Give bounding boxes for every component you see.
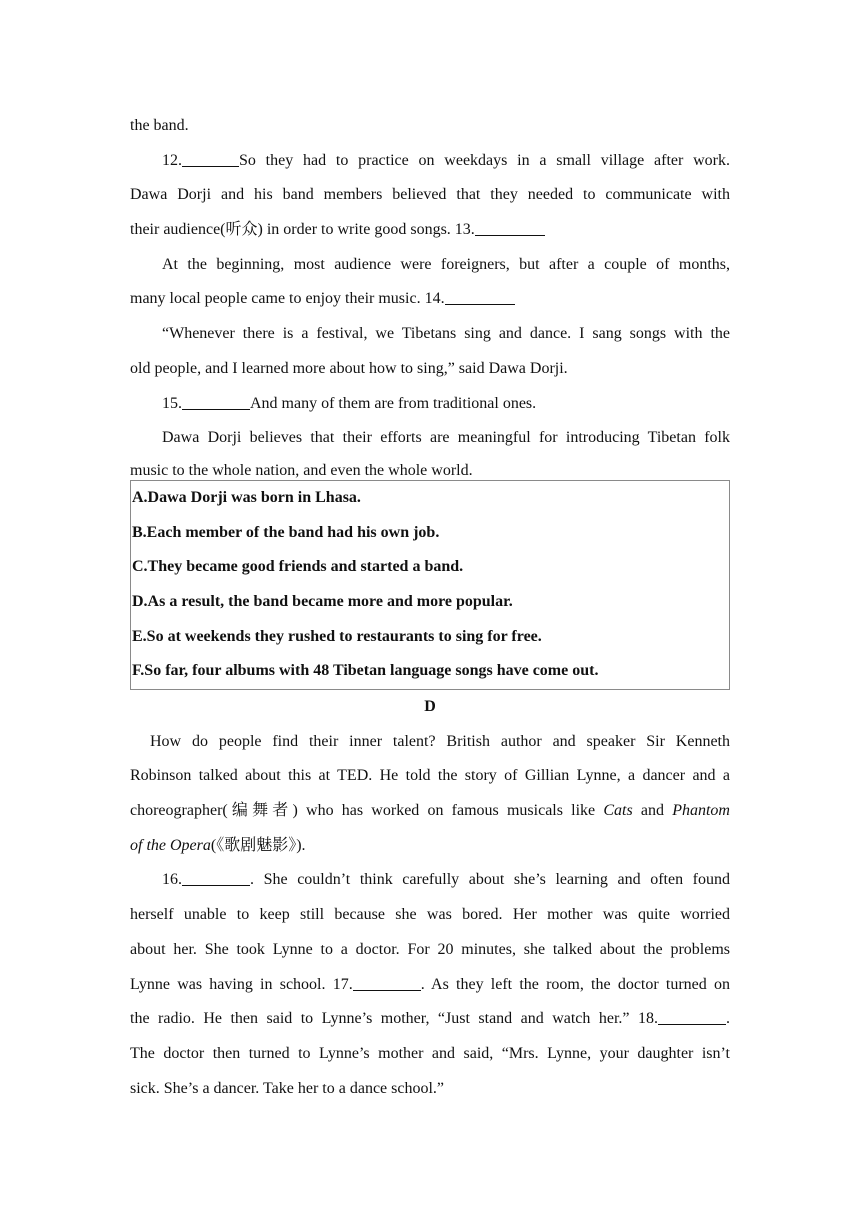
question-number: 12. xyxy=(162,151,182,169)
text: their audience(听众) in order to write good songs. 13. xyxy=(130,221,475,239)
text: . As they left the room, the doctor turned on xyxy=(420,975,730,993)
paragraph-line xyxy=(130,282,730,317)
paragraph-line xyxy=(130,178,730,213)
text: How do people find their inner talent? British author and speaker Sir Kenneth xyxy=(150,732,730,750)
text: “Whenever there is a festival, we Tibetans sing and dance. I sang songs with the xyxy=(162,325,730,343)
paragraph-line xyxy=(130,213,730,248)
text: So they had to practice on weekdays in a small village after work. xyxy=(239,151,730,169)
text: many local people came to enjoy their music. 14. xyxy=(130,290,445,308)
question-number: 15. xyxy=(162,394,182,412)
answer-blank-15[interactable] xyxy=(182,393,250,410)
paragraph-line xyxy=(130,421,730,456)
paragraph-line xyxy=(130,794,730,829)
paragraph-line xyxy=(130,352,730,387)
text: music to the whole nation, and even the whole world. xyxy=(130,461,473,479)
paragraph-line xyxy=(130,863,730,898)
section-heading: D xyxy=(424,698,436,715)
text: . xyxy=(726,1010,730,1028)
paragraph-line xyxy=(130,725,730,760)
paragraph-line xyxy=(130,968,730,1003)
answer-blank-13[interactable] xyxy=(475,219,545,236)
text: the radio. He then said to Lynne’s mother, “Just stand and watch her.” 18. xyxy=(130,1010,658,1028)
paragraph-line xyxy=(130,759,730,794)
option-a: A.Dawa Dorji was born in Lhasa. xyxy=(132,488,361,506)
title-italic: of the Opera xyxy=(130,836,211,854)
text: Dawa Dorji and his band members believed that they needed to communicate with xyxy=(130,186,730,204)
paragraph-line xyxy=(130,144,730,179)
paragraph-line xyxy=(130,248,730,283)
text: (《歌剧魅影》). xyxy=(210,836,306,854)
text: herself unable to keep still because she was bored. Her mother was quite worried xyxy=(130,906,730,924)
document-page xyxy=(130,109,730,1106)
text: choreographer(编舞者) who has worked on famous musicals like xyxy=(130,802,604,820)
title-italic: Cats xyxy=(603,802,633,820)
paragraph-line xyxy=(130,933,730,968)
paragraph-line xyxy=(130,898,730,933)
text: Lynne was having in school. 17. xyxy=(130,975,353,993)
text: And many of them are from traditional ones. xyxy=(250,394,537,412)
text: and xyxy=(632,802,673,820)
text: old people, and I learned more about how to sing,” said Dawa Dorji. xyxy=(130,359,568,377)
option-c: C.They became good friends and started a band. xyxy=(132,558,464,576)
paragraph-line xyxy=(130,456,730,480)
text: The doctor then turned to Lynne’s mother and said, “Mrs. Lynne, your daughter isn’t xyxy=(130,1044,730,1062)
paragraph-line xyxy=(130,387,730,422)
question-number: 16. xyxy=(162,871,182,889)
answer-blank-16[interactable] xyxy=(182,869,250,886)
answer-blank-14[interactable] xyxy=(445,288,515,305)
paragraph-line xyxy=(130,1037,730,1072)
option-e: E.So at weekends they rushed to restaurants to sing for free. xyxy=(132,627,542,645)
answer-blank-17[interactable] xyxy=(353,974,421,991)
options-box xyxy=(130,480,730,690)
text: about her. She took Lynne to a doctor. For 20 minutes, she talked about the problems xyxy=(130,940,730,958)
option-f: F.So far, four albums with 48 Tibetan language songs have come out. xyxy=(132,662,599,680)
text: the band. xyxy=(130,117,189,134)
answer-blank-18[interactable] xyxy=(658,1008,726,1025)
text: Dawa Dorji believes that their efforts are meaningful for introducing Tibetan folk xyxy=(162,429,730,447)
paragraph-line xyxy=(130,109,730,144)
text: Robinson talked about this at TED. He told the story of Gillian Lynne, a dancer and a xyxy=(130,767,730,785)
paragraph-line xyxy=(130,1002,730,1037)
text: . She couldn’t think carefully about she’s learning and often found xyxy=(250,871,730,889)
title-italic: Phantom xyxy=(672,802,730,820)
paragraph-line xyxy=(130,317,730,352)
text: sick. She’s a dancer. Take her to a dance school.” xyxy=(130,1079,445,1097)
option-b: B.Each member of the band had his own job. xyxy=(132,523,440,541)
option-d: D.As a result, the band became more and more popular. xyxy=(132,592,513,610)
paragraph-line xyxy=(130,1072,730,1107)
answer-blank-12[interactable] xyxy=(182,150,239,167)
paragraph-line xyxy=(130,829,730,864)
text: At the beginning, most audience were foreigners, but after a couple of months, xyxy=(162,255,730,273)
